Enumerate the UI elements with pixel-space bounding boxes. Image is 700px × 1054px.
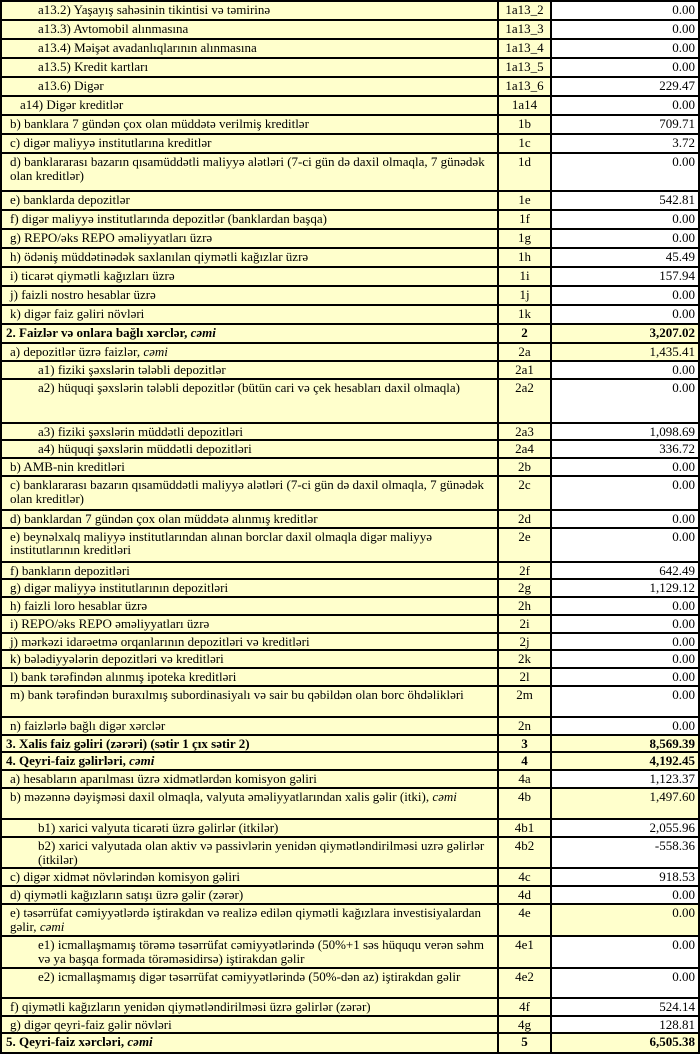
row-value-cell: 336.72 (551, 440, 699, 458)
row-value-cell: 0.00 (551, 286, 699, 305)
row-label-cell (1, 361, 498, 379)
row-value-cell: 229.47 (551, 77, 699, 96)
row-label: h) ödəniş müddətinədək saxlanılan qiymətli kağızlar üzrə (10, 249, 309, 264)
row-value-cell: 0.00 (551, 650, 699, 668)
row-value-cell: 0.00 (551, 597, 699, 615)
row-label: f) digər maliyyə institutlarında depozitlər (banklardan başqa) (10, 211, 327, 226)
row-label-italic-suffix: cəmi (143, 344, 168, 359)
table-row (1, 904, 699, 936)
table-row (1, 752, 699, 770)
row-label: a3) fiziki şəxslərin müddətli depozitləri (38, 423, 244, 439)
row-value-cell: 1,435.41 (551, 343, 699, 361)
table-row (1, 286, 699, 305)
row-label-cell (1, 286, 498, 305)
row-code-cell: 2g (498, 579, 551, 597)
row-code-cell: 1g (498, 229, 551, 248)
row-code-cell: 2a2 (498, 379, 551, 423)
row-label: j) mərkəzi idarəetmə orqanlarının depozitləri və kreditləri (10, 633, 310, 649)
row-value-cell: 709.71 (551, 115, 699, 134)
row-value-cell: 45.49 (551, 248, 699, 267)
row-label-cell (1, 868, 498, 886)
row-value-cell: -558.36 (551, 837, 699, 869)
row-label-cell (1, 77, 498, 96)
row-code-cell: 1b (498, 115, 551, 134)
row-label: a) hesabların aparılması üzrə xidmətlərdən komisyon gəliri (10, 771, 317, 787)
row-label: b) məzənnə dəyişməsi daxil olmaqla, valyuta əməliyyatlarından xalis gəlir (itki), (10, 789, 433, 805)
row-label-cell (1, 528, 498, 562)
table-row (1, 458, 699, 476)
row-label-italic-suffix: cəmi (190, 325, 216, 340)
table-row (1, 361, 699, 379)
row-label: m) bank tərəfindən buraxılmış subordinasiyalı və sair bu qəbildən olan borc öhdəlikləri (10, 686, 464, 702)
row-code-cell: 4b1 (498, 819, 551, 837)
row-value-cell: 1,497.60 (551, 788, 699, 819)
row-label: 2. Faizlər və onlara bağlı xərclər, (6, 325, 191, 340)
table-row (1, 819, 699, 837)
row-label: b1) xarici valyuta ticarəti üzrə gəlirlər (itkilər) (38, 820, 279, 836)
report-table-body (1, 1, 699, 1053)
row-label-cell (1, 735, 498, 753)
row-value-cell: 2,055.96 (551, 819, 699, 837)
row-label-cell (1, 579, 498, 597)
row-label-cell (1, 229, 498, 248)
row-label-cell (1, 886, 498, 904)
row-label: b) AMB-nin kreditləri (10, 459, 125, 475)
row-value-cell: 0.00 (551, 904, 699, 936)
table-row (1, 191, 699, 210)
row-value-cell: 0.00 (551, 476, 699, 510)
table-row (1, 528, 699, 562)
table-row (1, 324, 699, 343)
row-value-cell: 1,098.69 (551, 423, 699, 441)
row-value-cell: 0.00 (551, 1, 699, 20)
row-label: e1) icmallaşmamış törəmə təsərrüfat cəmiyyətlərində (50%+1 səs hüququ verən səhm və ya başqa formada törəməsidirsə) iştirakdan gəlir (38, 936, 484, 966)
row-code-cell: 2a1 (498, 361, 551, 379)
table-row (1, 936, 699, 968)
row-label-cell (1, 968, 498, 998)
row-label-cell (1, 788, 498, 819)
row-code-cell: 2n (498, 717, 551, 735)
row-code-cell: 2 (498, 324, 551, 343)
row-value-cell: 0.00 (551, 229, 699, 248)
row-code-cell: 1c (498, 134, 551, 153)
row-label: d) banklardan 7 gündən çox olan müddətə alınmış kreditlər (10, 510, 318, 526)
row-label-cell (1, 936, 498, 968)
row-value-cell: 1,123.37 (551, 770, 699, 788)
row-code-cell: 1e (498, 191, 551, 210)
row-label-cell (1, 998, 498, 1016)
row-label-cell (1, 1033, 498, 1053)
row-label-cell (1, 904, 498, 936)
table-row (1, 210, 699, 229)
row-value-cell: 0.00 (551, 886, 699, 904)
row-value-cell: 0.00 (551, 39, 699, 58)
row-code-cell: 4g (498, 1016, 551, 1034)
row-value-cell: 0.00 (551, 153, 699, 191)
row-code-cell: 2b (498, 458, 551, 476)
row-code-cell: 1a13_5 (498, 58, 551, 77)
row-label-cell (1, 134, 498, 153)
row-label: n) faizlərlə bağlı digər xərclər (10, 717, 166, 733)
row-value-cell: 0.00 (551, 633, 699, 651)
row-value-cell: 3.72 (551, 134, 699, 153)
row-value-cell: 8,569.39 (551, 735, 699, 753)
row-value-cell: 0.00 (551, 936, 699, 968)
row-label-cell (1, 597, 498, 615)
table-row (1, 343, 699, 361)
row-code-cell: 4 (498, 752, 551, 770)
row-code-cell: 2c (498, 476, 551, 510)
row-code-cell: 2m (498, 686, 551, 717)
row-label-cell (1, 476, 498, 510)
table-row (1, 633, 699, 651)
row-code-cell: 1h (498, 248, 551, 267)
table-row (1, 668, 699, 686)
row-label: j) faizli nostro hesablar üzrə (10, 287, 156, 302)
table-row (1, 153, 699, 191)
row-value-cell: 0.00 (551, 717, 699, 735)
row-code-cell: 1a13_3 (498, 20, 551, 39)
row-label-cell (1, 191, 498, 210)
row-label-cell (1, 752, 498, 770)
table-row (1, 134, 699, 153)
row-label: a) depozitlər üzrə faizlər, (10, 344, 144, 359)
row-label-cell (1, 458, 498, 476)
table-row (1, 77, 699, 96)
row-label-cell (1, 440, 498, 458)
row-value-cell: 542.81 (551, 191, 699, 210)
table-row (1, 650, 699, 668)
row-code-cell: 2k (498, 650, 551, 668)
row-label: c) digər maliyyə institutlarına kreditlər (10, 135, 212, 150)
table-row (1, 1, 699, 20)
row-code-cell: 4c (498, 868, 551, 886)
table-row (1, 968, 699, 998)
row-label-cell (1, 39, 498, 58)
row-label: e) beynəlxalq maliyyə institutlarından alınan borclar daxil olmaqla digər maliyyə institutlarının kreditləri (10, 528, 432, 558)
table-row (1, 788, 699, 819)
table-row (1, 39, 699, 58)
row-label: i) ticarət qiymətli kağızları üzrə (10, 268, 175, 283)
table-row (1, 998, 699, 1016)
row-value-cell: 0.00 (551, 361, 699, 379)
row-label-cell (1, 153, 498, 191)
row-code-cell: 1j (498, 286, 551, 305)
row-label-cell (1, 267, 498, 286)
row-label-cell (1, 1016, 498, 1034)
row-label: b) banklara 7 gündən çox olan müddətə verilmiş kreditlər (10, 116, 309, 131)
table-row (1, 423, 699, 441)
row-label-cell (1, 837, 498, 869)
row-label: a13.2) Yaşayış sahəsinin tikintisi və təmirinə (38, 2, 271, 17)
table-row (1, 248, 699, 267)
row-label: g) digər qeyri-faiz gəlir növləri (10, 1016, 172, 1032)
table-row (1, 20, 699, 39)
row-code-cell: 1a14 (498, 96, 551, 115)
table-row (1, 476, 699, 510)
table-row (1, 735, 699, 753)
row-value-cell: 918.53 (551, 868, 699, 886)
row-label-italic-suffix: cəmi (127, 1034, 153, 1050)
row-label-cell (1, 115, 498, 134)
row-value-cell: 0.00 (551, 686, 699, 717)
row-value-cell: 0.00 (551, 458, 699, 476)
row-code-cell: 2a (498, 343, 551, 361)
row-label-cell (1, 633, 498, 651)
row-label: c) digər xidmət növlərindən komisyon gəliri (10, 869, 240, 885)
table-row (1, 379, 699, 423)
row-label-cell (1, 96, 498, 115)
row-code-cell: 1f (498, 210, 551, 229)
table-row (1, 440, 699, 458)
row-code-cell: 4e1 (498, 936, 551, 968)
table-row (1, 562, 699, 580)
row-value-cell: 157.94 (551, 267, 699, 286)
row-code-cell: 1a13_4 (498, 39, 551, 58)
table-row (1, 96, 699, 115)
row-label-cell (1, 58, 498, 77)
row-code-cell: 2h (498, 597, 551, 615)
row-label: f) bankların depozitləri (10, 562, 130, 578)
table-row (1, 58, 699, 77)
row-code-cell: 5 (498, 1033, 551, 1053)
row-label: e) banklarda depozitlər (10, 192, 130, 207)
row-code-cell: 4a (498, 770, 551, 788)
row-label-cell (1, 650, 498, 668)
row-code-cell: 2e (498, 528, 551, 562)
row-label: g) digər maliyyə institutlarının depozitləri (10, 580, 229, 596)
table-row (1, 717, 699, 735)
row-value-cell: 4,192.45 (551, 752, 699, 770)
row-label-cell (1, 819, 498, 837)
row-label-cell (1, 423, 498, 441)
row-label-cell (1, 770, 498, 788)
table-row (1, 579, 699, 597)
row-label: f) qiymətli kağızların yenidən qiymətləndirilməsi üzrə gəlirlər (zərər) (10, 998, 371, 1014)
row-code-cell: 4b (498, 788, 551, 819)
row-code-cell: 1k (498, 305, 551, 324)
row-label-cell (1, 20, 498, 39)
row-value-cell: 1,129.12 (551, 579, 699, 597)
table-row (1, 886, 699, 904)
row-code-cell: 4d (498, 886, 551, 904)
row-label: h) faizli loro hesablar üzrə (10, 598, 148, 614)
row-value-cell: 0.00 (551, 20, 699, 39)
row-label-cell (1, 668, 498, 686)
table-row (1, 305, 699, 324)
row-label: c) banklararası bazarın qısamüddətli maliyyə alətləri (7-ci gün də daxil olmaqla, 7 günədək olan kreditlər) (10, 476, 484, 506)
row-value-cell: 0.00 (551, 668, 699, 686)
row-value-cell: 0.00 (551, 615, 699, 633)
row-value-cell: 0.00 (551, 528, 699, 562)
row-label: k) bələdiyyələrin depozitləri və kreditləri (10, 651, 224, 667)
row-label: e2) icmallaşmamış digər təsərrüfat cəmiyyətlərində (50%-dən az) iştirakdan gəlir (38, 968, 461, 984)
table-row (1, 770, 699, 788)
row-label-cell (1, 686, 498, 717)
row-code-cell: 4e2 (498, 968, 551, 998)
row-label-cell (1, 562, 498, 580)
row-code-cell: 4e (498, 904, 551, 936)
row-label: d) qiymətli kağızların satışı üzrə gəlir (zərər) (10, 887, 244, 903)
row-label: a13.3) Avtomobil alınmasına (38, 21, 189, 36)
row-code-cell: 2a4 (498, 440, 551, 458)
row-value-cell: 3,207.02 (551, 324, 699, 343)
row-label-cell (1, 210, 498, 229)
row-value-cell: 524.14 (551, 998, 699, 1016)
row-label-cell (1, 1, 498, 20)
row-value-cell: 0.00 (551, 210, 699, 229)
row-label: a13.6) Digər (38, 78, 104, 93)
table-row (1, 837, 699, 869)
row-label: a13.4) Məişət avadanlıqlarının alınmasına (38, 40, 257, 55)
row-label: 3. Xalis faiz gəliri (zərəri) (sətir 1 çıx sətir 2) (6, 735, 250, 751)
row-code-cell: 1a13_6 (498, 77, 551, 96)
table-row (1, 1016, 699, 1034)
row-label: a13.5) Kredit kartları (38, 59, 149, 74)
row-label: d) banklararası bazarın qısamüddətli maliyyə alətləri (7-ci gün də daxil olmaqla, 7 günədək olan kreditlər) (10, 154, 485, 183)
row-code-cell: 1d (498, 153, 551, 191)
row-value-cell: 0.00 (551, 96, 699, 115)
table-row (1, 686, 699, 717)
row-label: k) digər faiz gəliri növləri (10, 306, 145, 321)
row-label: i) REPO/əks REPO əməliyyatları üzrə (10, 615, 210, 631)
row-label-italic-suffix: cəmi (432, 789, 457, 805)
row-code-cell: 2l (498, 668, 551, 686)
row-label-cell (1, 343, 498, 361)
row-label: a1) fiziki şəxslərin tələbli depozitlər (38, 361, 226, 377)
row-value-cell: 0.00 (551, 510, 699, 528)
row-value-cell: 128.81 (551, 1016, 699, 1034)
row-code-cell: 2a3 (498, 423, 551, 441)
row-label: l) bank tərəfindən alınmış ipoteka kreditləri (10, 669, 237, 685)
row-value-cell: 0.00 (551, 305, 699, 324)
row-label: a4) hüquqi şəxslərin müddətli depozitləri (38, 441, 252, 457)
row-code-cell: 2i (498, 615, 551, 633)
row-label-cell (1, 615, 498, 633)
table-row (1, 868, 699, 886)
row-label-cell (1, 379, 498, 423)
row-label-cell (1, 510, 498, 528)
row-label: a2) hüquqi şəxslərin tələbli depozitlər (bütün cari və çek hesabları daxil olmaqla) (38, 379, 460, 395)
row-code-cell: 1i (498, 267, 551, 286)
row-value-cell: 642.49 (551, 562, 699, 580)
row-label: g) REPO/əks REPO əməliyyatları üzrə (10, 230, 213, 245)
row-label-cell (1, 248, 498, 267)
row-value-cell: 0.00 (551, 58, 699, 77)
row-code-cell: 2d (498, 510, 551, 528)
table-row (1, 1033, 699, 1053)
row-label: e) təsərrüfat cəmiyyətlərdə iştirakdan və realizə edilən qiymətli kağızlara investisiyalardan gəlir, (10, 904, 482, 934)
row-code-cell: 2f (498, 562, 551, 580)
row-label: 4. Qeyri-faiz gəlirləri, (6, 753, 130, 769)
table-row (1, 115, 699, 134)
row-label: b2) xarici valyutada olan aktiv və passivlərin yenidən qiymətləndirilməsi uzrə gəlirlər (itkilər) (38, 837, 485, 867)
row-value-cell: 0.00 (551, 379, 699, 423)
row-label: 5. Qeyri-faiz xərcləri, (6, 1034, 128, 1050)
row-code-cell: 1a13_2 (498, 1, 551, 20)
row-label-italic-suffix: cəmi (39, 918, 65, 934)
table-row (1, 267, 699, 286)
row-code-cell: 4f (498, 998, 551, 1016)
row-label: a14) Digər kreditlər (20, 97, 124, 112)
table-row (1, 510, 699, 528)
row-code-cell: 2j (498, 633, 551, 651)
row-code-cell: 3 (498, 735, 551, 753)
row-label-italic-suffix: cəmi (129, 753, 155, 769)
row-value-cell: 0.00 (551, 968, 699, 998)
table-row (1, 229, 699, 248)
row-label-cell (1, 717, 498, 735)
row-code-cell: 4b2 (498, 837, 551, 869)
row-label-cell (1, 324, 498, 343)
table-row (1, 597, 699, 615)
row-label-cell (1, 305, 498, 324)
row-value-cell: 6,505.38 (551, 1033, 699, 1053)
table-row (1, 615, 699, 633)
